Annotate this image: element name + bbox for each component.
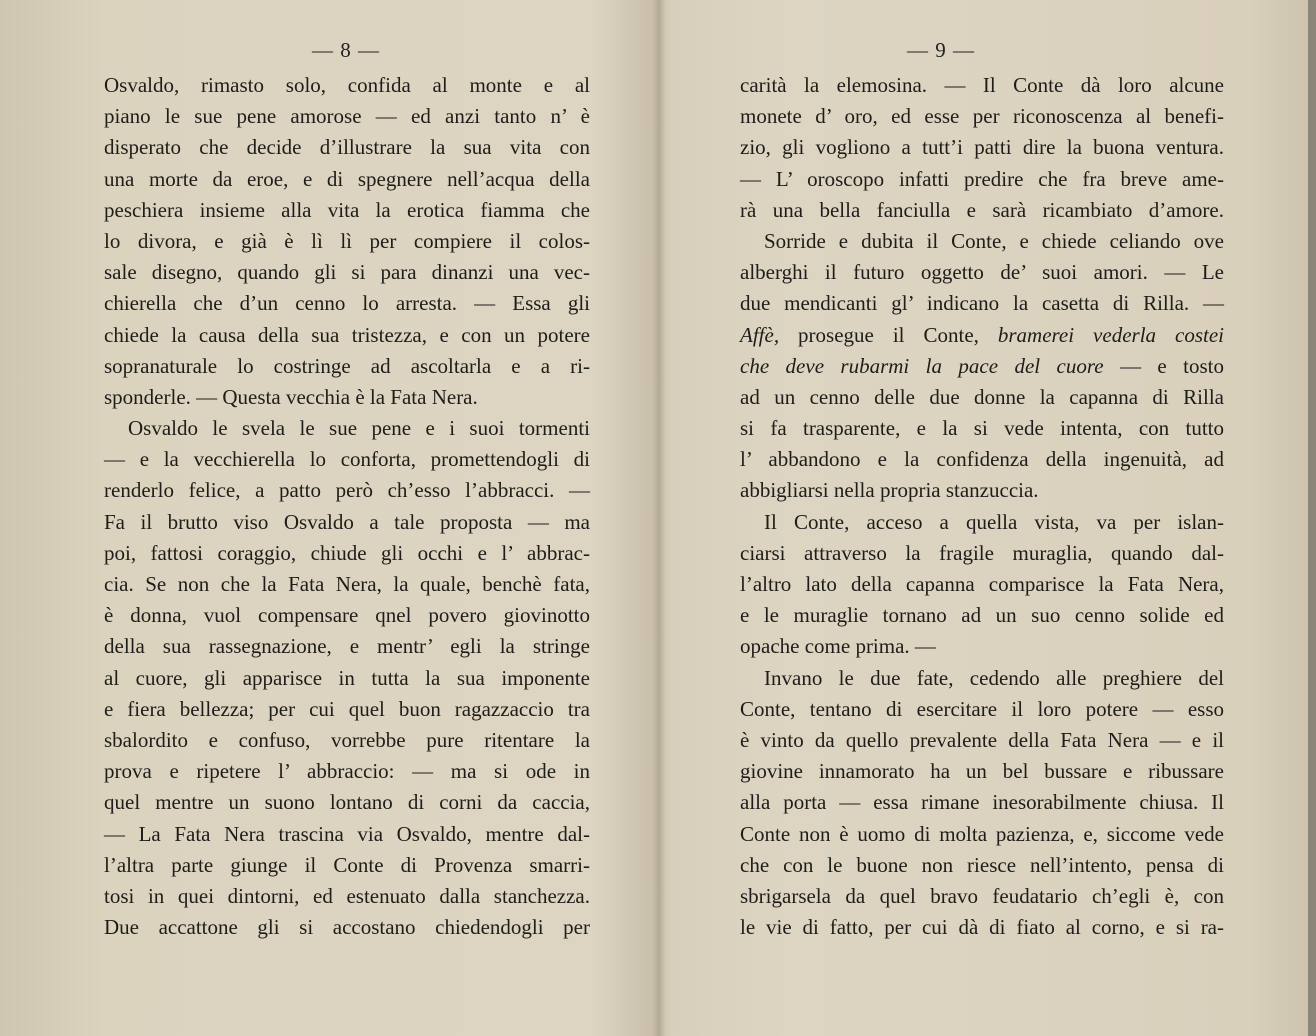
- text-line: opache come prima. —: [740, 634, 936, 659]
- text-line: tosi in quei dintorni, ed estenuato dalla stanchezza.: [104, 883, 590, 908]
- text-line: Conte, tentano di esercitare il loro potere — esso: [740, 696, 1224, 721]
- text-line: poi, fattosi coraggio, chiude gli occhi e l’ abbrac-: [104, 540, 590, 565]
- text-line: Osvaldo le svela le sue pene e i suoi tormenti: [128, 416, 590, 441]
- text-line: Sorride e dubita il Conte, e chiede celiando ove: [764, 228, 1224, 253]
- italic-text: Affè,: [740, 322, 780, 347]
- text-line: Fa il brutto viso Osvaldo a tale proposta — ma: [104, 509, 590, 534]
- text-line: zio, gli vogliono a tutt’i patti dire la buona ventura.: [740, 135, 1224, 160]
- text-line: — e la vecchierella lo conforta, promettendogli di: [104, 447, 590, 472]
- text-line: e le muraglie tornano ad un suo cenno solide ed: [740, 603, 1224, 628]
- text-line: Due accattone gli si accostano chiedendogli per: [104, 915, 590, 940]
- italic-text: che deve rubarmi la pace del cuore: [740, 353, 1104, 378]
- text-line: disperato che decide d’illustrare la sua vita con: [104, 135, 590, 160]
- text-line: peschiera insieme alla vita la erotica fiamma che: [104, 197, 590, 222]
- text-line: ad un cenno delle due donne la capanna di Rilla: [740, 384, 1224, 409]
- text-line: cia. Se non che la Fata Nera, la quale, benchè fata,: [104, 572, 590, 596]
- text-line: al cuore, gli apparisce in tutta la sua imponente: [104, 665, 590, 690]
- text-line: prova e ripetere l’ abbraccio: — ma si ode in: [104, 759, 590, 784]
- text-line: chierella che d’un cenno lo arresta. — Essa gli: [104, 291, 590, 316]
- text-line: piano le sue pene amorose — ed anzi tanto n’ è: [104, 104, 590, 129]
- text-line: della sua rassegnazione, e mentr’ egli la stringe: [104, 634, 590, 659]
- text-line: lo divora, e già è lì lì per compiere il colos-: [104, 228, 590, 253]
- text-line: l’ abbandono e la confidenza della ingenuità, ad: [740, 447, 1224, 472]
- left-page-text: [104, 70, 590, 943]
- text-line: carità la elemosina. — Il Conte dà loro alcune: [740, 73, 1224, 97]
- text-line: le vie di fatto, per cui dà di fiato al corno, e si ra-: [740, 915, 1224, 940]
- right-page: [658, 0, 1316, 1036]
- text-line: Invano le due fate, cedendo alle preghiere del: [764, 665, 1224, 690]
- text-line: sopranaturale lo costringe ad ascoltarla e a ri-: [104, 353, 590, 378]
- text-line: sbrigarsela da quel bravo feudatario ch’egli è, con: [740, 883, 1224, 908]
- text-line: abbigliarsi nella propria stanzuccia.: [740, 478, 1039, 503]
- text-line: sale disegno, quando gli si para dinanzi una vec-: [104, 260, 590, 285]
- text-line: rà una bella fanciulla e sarà ricambiato d’amore.: [740, 197, 1224, 222]
- page-number: — 9 —: [907, 38, 975, 62]
- text-line-mixed: [740, 351, 1224, 382]
- text-line: una morte da eroe, e di spegnere nell’acqua della: [104, 166, 590, 191]
- text-line: che con le buone non riesce nell’intento, pensa di: [740, 852, 1224, 877]
- italic-text: bramerei vederla costei: [997, 322, 1224, 347]
- text-line: quel mentre un suono lontano di corni da caccia,: [104, 790, 590, 815]
- text-line: Conte non è uomo di molta pazienza, e, siccome vede: [740, 821, 1224, 846]
- text-line: sbalordito e confuso, vorrebbe pure ritentare la: [104, 727, 590, 752]
- text-line: Osvaldo, rimasto solo, confida al monte e al: [104, 73, 590, 97]
- text-line: Il Conte, acceso a quella vista, va per islan-: [764, 509, 1224, 534]
- text-line: l’altro lato della capanna comparisce la Fata Nera,: [740, 572, 1224, 596]
- text-line: è donna, vuol compensare qnel povero giovinotto: [104, 603, 590, 628]
- page-number: — 8 —: [312, 38, 380, 62]
- text-line: — La Fata Nera trascina via Osvaldo, mentre dal-: [104, 821, 590, 846]
- text-line: monete d’ oro, ed esse per riconoscenza al benefi-: [740, 104, 1224, 129]
- text-line: e fiera bellezza; per cui quel buon ragazzaccio tra: [104, 696, 590, 721]
- text-line: giovine innamorato ha un bel bussare e ribussare: [740, 759, 1224, 784]
- text-line: sponderle. — Questa vecchia è la Fata Nera.: [104, 384, 478, 409]
- roman-text: prosegue il Conte,: [779, 322, 998, 347]
- text-line: alla porta — essa rimane inesorabilmente chiusa. Il: [740, 790, 1224, 815]
- roman-text: — e tosto: [1103, 353, 1224, 378]
- text-line: alberghi il futuro oggetto de’ suoi amori. — Le: [740, 260, 1224, 285]
- right-page-text: [740, 70, 1224, 943]
- text-line: l’altra parte giunge il Conte di Provenza smarri-: [104, 852, 590, 877]
- text-line: — L’ oroscopo infatti predire che fra breve ame-: [740, 166, 1224, 191]
- text-line: è vinto da quello prevalente della Fata Nera — e il: [740, 727, 1224, 752]
- text-line: si fa trasparente, e la si vede intenta, con tutto: [740, 416, 1224, 441]
- text-line: ciarsi attraverso la fragile muraglia, quando dal-: [740, 540, 1224, 565]
- text-line-mixed: [740, 320, 1224, 351]
- text-line: renderlo felice, a patto però ch’esso l’abbracci. —: [104, 478, 590, 503]
- text-line: due mendicanti gl’ indicano la casetta di Rilla. —: [740, 291, 1224, 316]
- text-line: chiede la causa della sua tristezza, e con un potere: [104, 322, 590, 347]
